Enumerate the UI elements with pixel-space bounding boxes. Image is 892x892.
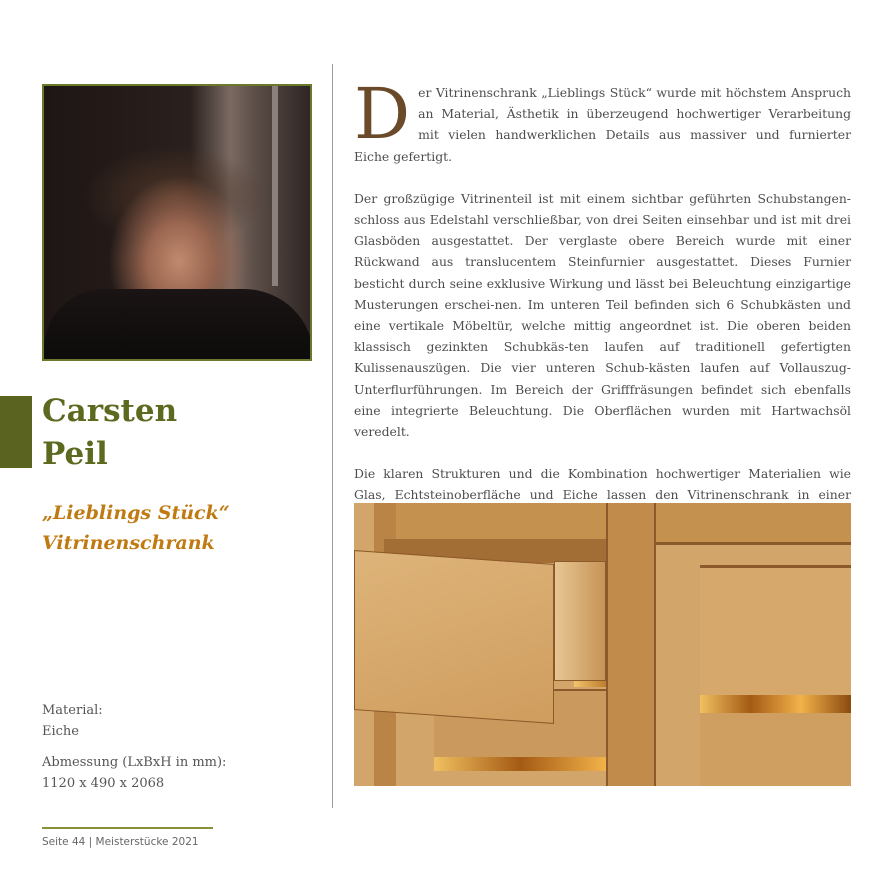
page-footer: Seite 44 | Meisterstücke 2021 xyxy=(42,836,199,848)
cabinet-right-drawer xyxy=(700,565,851,695)
open-drawer-side xyxy=(554,561,606,681)
first-name: Carsten xyxy=(42,393,178,429)
designer-name xyxy=(42,390,177,476)
paragraph-2: Der großzügige Vitrinenteil ist mit einem sichtbar geführten Schubstangen-schloss aus Edelstahl verschließbar, von drei Seiten einsehbar und ist mit drei Glasböden ausgestattet. Der verglaste obere Bereich wurde mit einer Rückwand aus translucentem Steinfurnier ausgestattet. Dieses Furnier besticht durch seine exklusive Wirkung und lässt bei Beleuchtung einzigartige Musterungen erschei-nen. Im unteren Teil befinden sich 6 Schubkästen und eine vertikale Möbeltür, welche mittig angeordnet ist. Die oberen beiden klassisch gezinkten Schubkäs-ten laufen auf traditionell gefertigten Kulissenauszügen. Die vier unteren Schub-kästen laufen auf Vollauszug-Unterflurführungen. Im Bereich der Grifffräsungen befindet sich ebenfalls eine integrierte Beleuchtung. Die Oberflächen wurden mit Hartwachsöl veredelt. xyxy=(354,190,851,440)
dimension-value: 1120 x 490 x 2068 xyxy=(42,776,165,791)
portrait-shoulders xyxy=(44,289,312,359)
lighting-strip xyxy=(700,695,851,713)
dimension-label: Abmessung (LxBxH in mm): xyxy=(42,755,227,770)
open-drawer-front xyxy=(354,550,554,724)
background-shelf xyxy=(272,86,278,286)
paragraph-1 xyxy=(354,73,851,167)
accent-bar xyxy=(0,396,32,468)
piece-title-line2: Vitrinenschrank xyxy=(42,532,215,554)
material-label: Material: xyxy=(42,703,103,718)
lighting-strip xyxy=(434,757,606,771)
cabinet-center-post xyxy=(606,503,656,786)
material-value: Eiche xyxy=(42,724,79,739)
last-name: Peil xyxy=(42,436,108,472)
paragraph-3: Die klaren Strukturen und die Kombination hochwertiger Materialien wie Glas, Echtsteinoberfläche und Eiche lassen den Vitrinenschrank in einer xyxy=(354,466,851,503)
drop-cap: D xyxy=(354,73,411,155)
cabinet-photo xyxy=(354,503,851,786)
footer-rule xyxy=(42,827,213,829)
specs-block xyxy=(42,700,226,794)
piece-title xyxy=(42,498,230,558)
column-divider xyxy=(332,64,333,808)
piece-title-line1: „Lieblings Stück“ xyxy=(42,502,230,524)
paragraph-1-text: er Vitrinenschrank „Lieblings Stück“ wurde mit höchstem Anspruch an Material, Ästhetik in überzeugend hochwertiger Verarbeitung mit vielen handwerklichen Details aus massiver und furnierter Eiche gefertigt. xyxy=(354,85,851,164)
cabinet-right-drawer xyxy=(700,713,851,786)
portrait-photo xyxy=(42,84,312,361)
body-text xyxy=(354,73,851,548)
